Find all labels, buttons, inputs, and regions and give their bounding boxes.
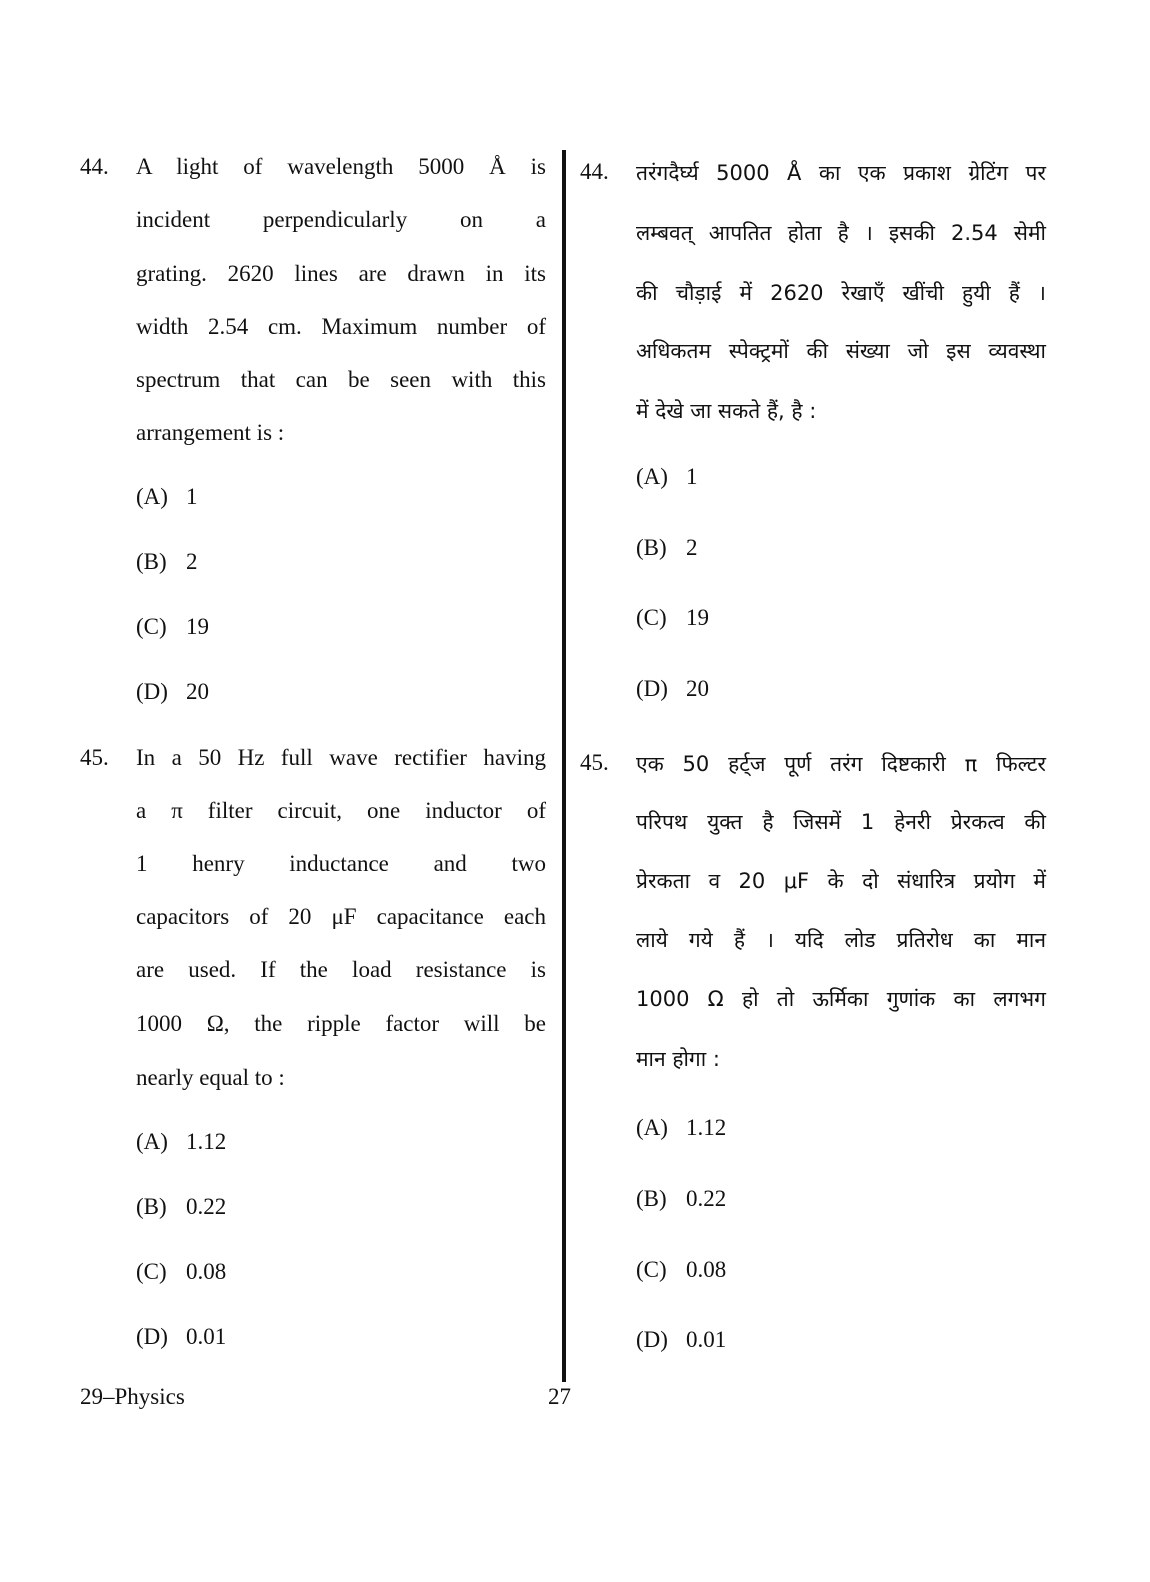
- question-45-line: प्रेरकता व 20 μF के दो संधारित्र प्रयोग में: [636, 869, 1046, 893]
- question-45-line: a π filter circuit, one inductor of: [136, 798, 546, 823]
- option-label: (C): [636, 605, 667, 630]
- option-text: 19: [686, 605, 709, 630]
- question-45-line: लाये गये हैं । यदि लोड प्रतिरोध का मान: [636, 928, 1046, 952]
- option-text: 0.01: [186, 1324, 227, 1349]
- option-text: 19: [186, 614, 209, 639]
- option-45-a: [636, 1115, 726, 1141]
- question-44-line: लम्बवत् आपतित होता है । इसकी 2.54 सेमी: [636, 221, 1046, 245]
- question-45-line: 1000 Ω, the ripple factor will be: [136, 1011, 546, 1036]
- option-label: (A): [136, 1129, 168, 1154]
- question-44-number: 44.: [580, 159, 609, 184]
- question-44-line: spectrum that can be seen with this: [136, 367, 546, 392]
- question-45-line: capacitors of 20 μF capacitance each: [136, 904, 546, 929]
- question-45-number: 45.: [80, 745, 109, 770]
- question-44-line: width 2.54 cm. Maximum number of: [136, 314, 546, 339]
- question-44-line: की चौड़ाई में 2620 रेखाएँ खींची हुयी हैं ।: [636, 281, 1046, 305]
- option-text: 20: [686, 676, 709, 701]
- option-45-c: [636, 1257, 726, 1283]
- option-label: (C): [136, 1259, 167, 1284]
- option-44-c: [636, 605, 709, 631]
- option-text: 1.12: [686, 1115, 727, 1140]
- option-label: (D): [136, 679, 168, 704]
- option-text: 1.12: [186, 1129, 227, 1154]
- question-44-line: में देखे जा सकते हैं, है :: [636, 399, 817, 423]
- option-label: (B): [136, 1194, 167, 1219]
- question-45-line: मान होगा :: [636, 1047, 720, 1071]
- option-label: (D): [136, 1324, 168, 1349]
- question-45-line: are used. If the load resistance is: [136, 957, 546, 982]
- question-44-line: तरंगदैर्घ्य 5000 Å का एक प्रकाश ग्रेटिंग पर: [636, 161, 1046, 185]
- option-label: (A): [636, 464, 668, 489]
- option-label: (D): [636, 1327, 668, 1352]
- option-label: (B): [136, 549, 167, 574]
- option-text: 0.01: [686, 1327, 727, 1352]
- question-45-number: 45.: [580, 750, 609, 775]
- option-label: (C): [136, 614, 167, 639]
- question-45-line: In a 50 Hz full wave rectifier having: [136, 745, 546, 770]
- question-45-line: 1000 Ω हो तो ऊर्मिका गुणांक का लगभग: [636, 987, 1046, 1011]
- page-number: 27: [548, 1384, 571, 1409]
- option-label: (A): [136, 484, 168, 509]
- option-text: 2: [686, 535, 698, 560]
- question-44-line: arrangement is :: [136, 420, 285, 445]
- question-44-line: अधिकतम स्पेक्ट्रमों की संख्या जो इस व्यवस्था: [636, 339, 1046, 363]
- option-label: (B): [636, 1186, 667, 1211]
- option-44-a: [636, 464, 698, 490]
- option-label: (A): [636, 1115, 668, 1140]
- question-45-line: परिपथ युक्त है जिसमें 1 हेनरी प्रेरकत्व की: [636, 810, 1046, 834]
- question-44-line: grating. 2620 lines are drawn in its: [136, 261, 546, 286]
- option-text: 1: [686, 464, 698, 489]
- option-44-b: [636, 535, 698, 561]
- option-text: 1: [186, 484, 198, 509]
- option-45-b: [636, 1186, 726, 1212]
- option-text: 0.22: [686, 1186, 727, 1211]
- question-45-line: 1 henry inductance and two: [136, 851, 546, 876]
- option-text: 0.08: [186, 1259, 227, 1284]
- option-label: (B): [636, 535, 667, 560]
- option-44-d: [636, 676, 709, 702]
- question-44-line: A light of wavelength 5000 Å is: [136, 154, 546, 179]
- question-44-line: incident perpendicularly on a: [136, 207, 546, 232]
- option-label: (C): [636, 1257, 667, 1282]
- subject-footer: 29–Physics: [80, 1384, 185, 1409]
- question-44-number: 44.: [80, 154, 109, 179]
- question-45-line: एक 50 हर्ट्ज पूर्ण तरंग दिष्टकारी π फिल्टर: [636, 752, 1046, 776]
- option-text: 0.22: [186, 1194, 227, 1219]
- option-45-d: [636, 1327, 726, 1353]
- option-label: (D): [636, 676, 668, 701]
- option-text: 20: [186, 679, 209, 704]
- option-text: 0.08: [686, 1257, 727, 1282]
- question-45-line: nearly equal to :: [136, 1065, 285, 1090]
- option-text: 2: [186, 549, 198, 574]
